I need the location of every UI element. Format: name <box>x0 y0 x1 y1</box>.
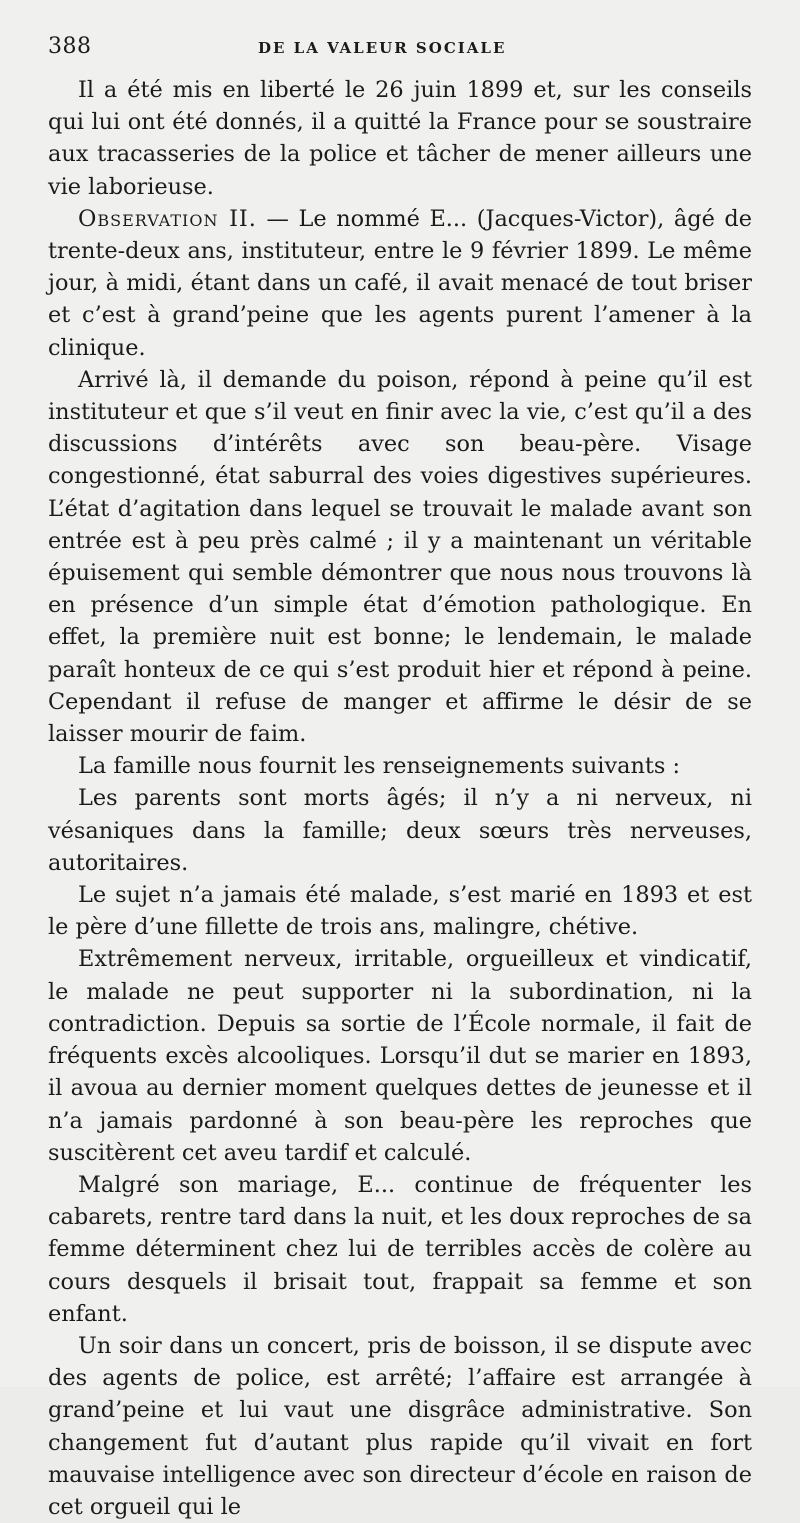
paragraph: Malgré son mariage, E... continue de fréquenter les cabarets, rentre tard dans la nuit, et les doux reproches de sa femme déterminent chez lui de terribles accès de colère au cours desquels il brisait tout, frappait sa femme et son enfant. <box>48 1171 752 1327</box>
paragraph: Le sujet n’a jamais été malade, s’est marié en 1893 et est le père d’une fillette de trois ans, malingre, chétive. <box>48 882 752 941</box>
running-head: DE LA VALEUR SOCIALE <box>258 39 507 57</box>
paragraph: Les parents sont morts âgés; il n’y a ni nerveux, ni vésaniques dans la famille; deux sœurs très nerveuses, autoritaires. <box>48 785 752 876</box>
paragraph: Extrêmement nerveux, irritable, orgueilleux et vindicatif, le malade ne peut supporter ni la subordination, ni la contradiction. Depuis sa sortie de l’École normale, il fait de fréquents excès alcooliques. Lorsqu’il dut se marier en 1893, il avoua au dernier moment quelques dettes de jeunesse et il n’a jamais pardonné à son beau-père les reproches que suscitèrent cet aveu tardif et calculé. <box>48 946 752 1166</box>
paragraph: Un soir dans un concert, pris de boisson, il se dispute avec des agents de police, est arrêté; l’affaire est arrangée à grand’peine et lui vaut une disgrâce administrative. Son changement fut d’autant plus rapide qu’il vivait en fort mauvaise intelligence avec son directeur d’école en raison de cet orgueil qui le <box>48 1332 752 1520</box>
paragraph <box>48 203 752 364</box>
paragraph: La famille nous fournit les renseignements suivants : <box>78 753 681 780</box>
paragraph-text: — Le nommé E... (Jacques-Victor), âgé de trente-deux ans, instituteur, entre le 9 février 1899. Le même jour, à midi, étant dans un café, il avait menacé de tout briser et c’est à grand’peine que les agents purent l’amener à la clinique. <box>48 205 752 361</box>
page-header <box>48 34 748 64</box>
page-body <box>48 74 752 1523</box>
paragraph: Arrivé là, il demande du poison, répond à peine qu’il est instituteur et que s’il veut en finir avec la vie, c’est qu’il a des discussions d’intérêts avec son beau-père. Visage congestionné, état saburral des voies digestives supérieures. L’état d’agitation dans lequel se trouvait le malade avant son entrée est à peu près calmé ; il y a maintenant un véritable épuisement qui semble démontrer que nous nous trouvons là en présence d’un simple état d’émotion pathologique. En effet, la première nuit est bonne; le lendemain, le malade paraît honteux de ce qui s’est produit hier et répond à peine. Cependant il refuse de manger et affirme le désir de se laisser mourir de faim. <box>48 366 752 748</box>
observation-heading: Observation II. <box>78 205 257 232</box>
paragraph: Il a été mis en liberté le 26 juin 1899 et, sur les conseils qui lui ont été donnés, il a quitté la France pour se soustraire aux tracasseries de la police et tâcher de mener ailleurs une vie laborieuse. <box>48 77 752 200</box>
page-number: 388 <box>48 34 92 59</box>
